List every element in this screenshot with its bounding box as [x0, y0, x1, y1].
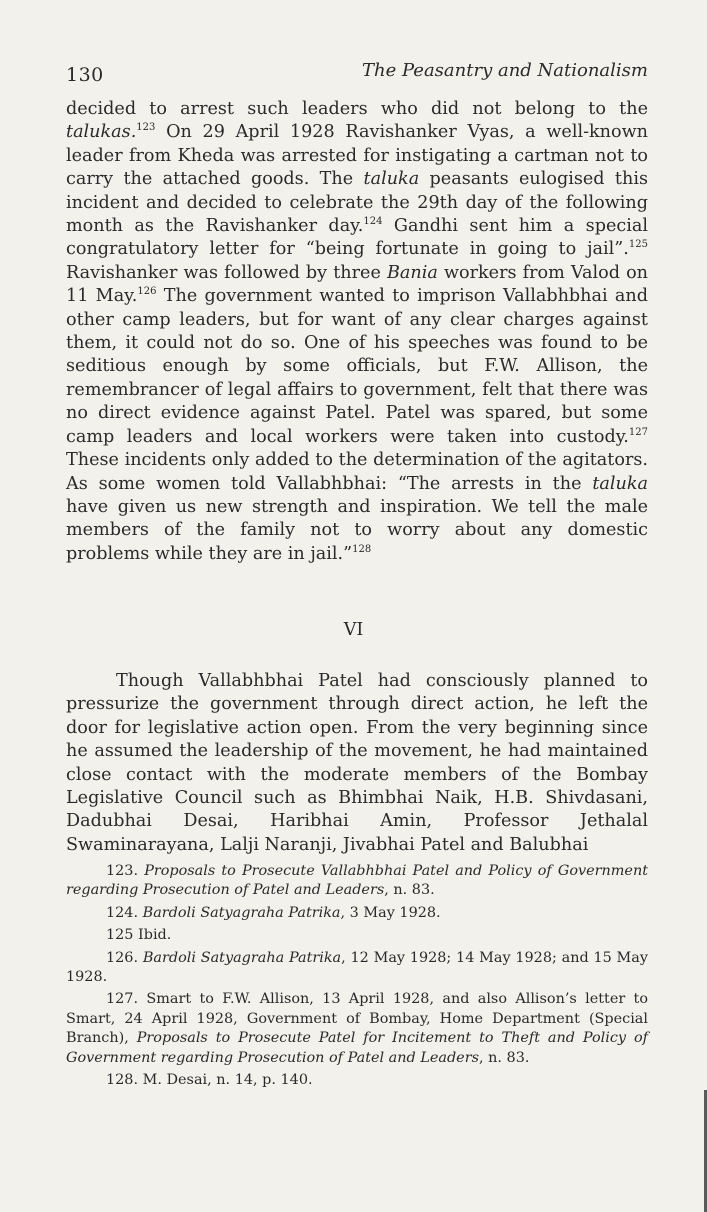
footnote-text: , n. 83. [384, 882, 435, 899]
footnote-text: Ibid. [133, 927, 172, 944]
footnote-125 [66, 926, 648, 945]
footnote-title: Proposals to Prosecute Vallabhbhai Patel and Policy of Government regarding Prosecution of Patel and Leaders [66, 863, 648, 899]
text-run: have given us new strength and inspiration. We tell the male members of the family not to worry about any domestic problems while they are in jail.” [66, 496, 648, 564]
footnote-number: 124. [106, 904, 139, 921]
footnote-number: 128. [106, 1072, 139, 1089]
footnote-text: , 12 May 1928; 14 May 1928; and 15 May 1928. [66, 949, 648, 986]
italic-term: Bania [386, 262, 438, 283]
footnote-text: M. Desai, n. 14, p. 140. [138, 1072, 313, 1089]
italic-term: talukas. [66, 122, 137, 143]
text-run: decided to arrest such leaders who did not belong to the [66, 99, 648, 119]
italic-term: taluka [363, 169, 420, 190]
italic-term: taluka [592, 473, 648, 494]
footnote-124 [66, 904, 648, 923]
footnote-123 [66, 862, 648, 901]
footnote-ref: 127 [628, 426, 648, 438]
text-run: Ravishanker was followed by three [66, 262, 387, 283]
footnote-number: 127. [106, 991, 139, 1008]
footnote-text: , n. 83. [478, 1049, 530, 1066]
footnote-title: Bardoli Satyagraha Patrika [142, 949, 342, 966]
footnote-number: 126. [106, 949, 139, 966]
text-run: On 29 April 1928 Ravishanker Vyas, a well-known leader from Kheda was arrested for instigating a cartman not to carry the attached goods. The [66, 122, 648, 190]
text-run: These incidents only added to the determination of the agitators. As some women told Vallabhbhai: “The arrests in the [66, 450, 648, 494]
section-heading: VI [343, 620, 364, 640]
footnotes [66, 862, 648, 1093]
footnote-text: Smart to F.W. Allison, 13 April 1928, and also Allison’s letter to Smart, 24 April 1928, Government of Bombay, Home Department (Special Branch), [66, 991, 648, 1047]
footnote-126 [66, 949, 648, 988]
text-run: Gandhi sent him a special congratulatory letter for “being fortunate in going to jail”. [66, 216, 648, 260]
footnote-128 [66, 1071, 648, 1090]
paragraph-text: Though Vallabhbhai Patel had consciously planned to pressurize the government through direct action, he left the door for legislative action open. From the very beginning since he assumed the leadership of the movement, he had maintained close contact with the moderate members of the Bombay Legislative Council such as Bhimbhai Naik, H.B. Shivdasani, Dadubhai Desai, Haribhai Amin, Professor Jethalal Swaminarayana, Lalji Naranji, Jivabhai Patel and Balubhai [66, 671, 648, 855]
text-run: workers from Valod on 11 May. [66, 262, 648, 307]
footnote-ref: 125 [628, 239, 648, 251]
footnote-title: Proposals to Prosecute Patel for Incitement to Theft and Policy of Government regarding Prosecution of Patel and Leaders [66, 1030, 648, 1066]
footnote-ref: 123 [136, 122, 156, 134]
footnote-ref: 126 [137, 286, 157, 298]
text-run: The government wanted to imprison Vallabhbhai and other camp leaders, but for want of any clear charges against them, it could not do so. One of his speeches was found to be seditious enough by some officials, but F.W. Allison, the remembrancer of legal affairs to government, felt that there was no direct evidence against Patel. Patel was spared, but some camp leaders and local workers were taken into custody. [66, 286, 648, 447]
body-paragraph-2 [66, 670, 648, 857]
footnote-127 [66, 990, 648, 1068]
footnote-ref: 128 [352, 543, 372, 555]
page-number: 130 [66, 64, 104, 86]
footnote-number: 125 [106, 927, 134, 944]
body-paragraph-1 [66, 98, 648, 566]
footnote-number: 123. [106, 863, 139, 879]
text-run: peasants eulogised this incident and decided to celebrate the 29th day of the following month as the Ravishanker day. [66, 169, 648, 237]
footnote-title: Bardoli Satyagraha Patrika [142, 904, 341, 921]
page-header [66, 58, 648, 90]
footnote-ref: 124 [363, 216, 383, 228]
running-head: The Peasantry and Nationalism [362, 60, 648, 81]
footnote-text: , 3 May 1928. [340, 904, 441, 921]
